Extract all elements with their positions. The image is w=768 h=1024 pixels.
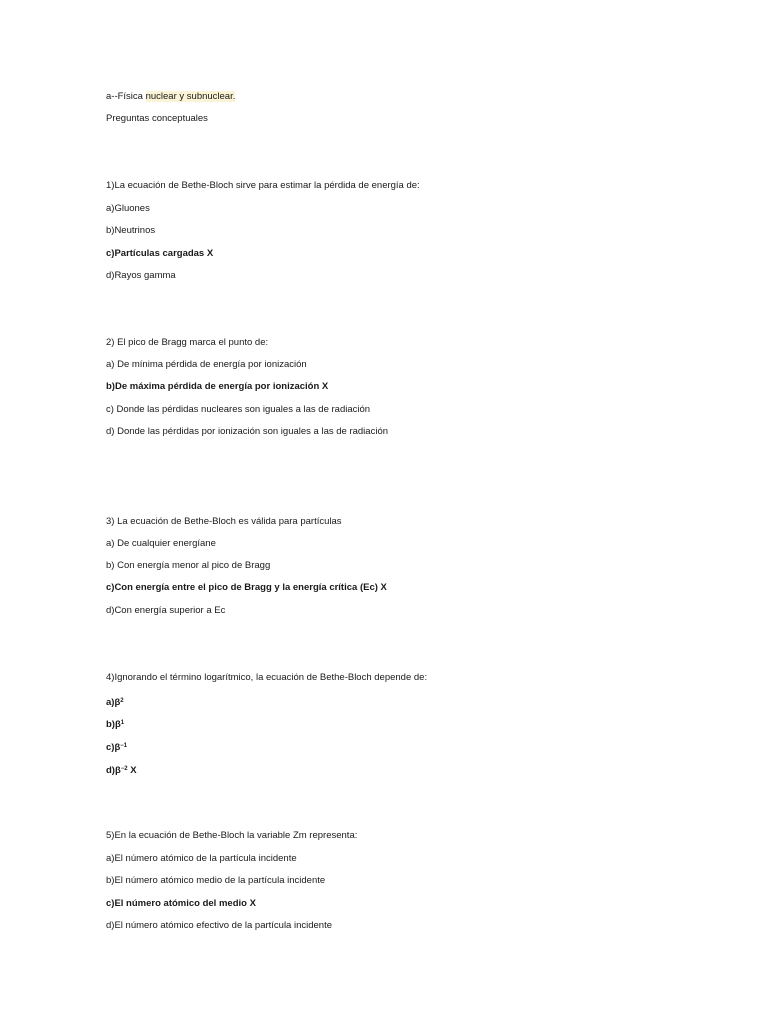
title-highlight: nuclear y subnuclear. [145,91,236,102]
question-2-prompt: 2) El pico de Bragg marca el punto de: [106,337,269,348]
option-exponent: 1 [120,720,125,726]
question-1-option-c: c)Partículas cargadas X [106,248,214,259]
question-2-option-c: c) Donde las pérdidas nucleares son iguales a las de radiación [106,404,371,415]
question-3-option-d: d)Con energía superior a Ec [106,605,226,616]
option-exponent: −2 [120,766,128,772]
question-4-prompt: 4)Ignorando el término logarítmico, la ecuación de Bethe-Bloch depende de: [106,672,428,683]
question-1-option-a: a)Gluones [106,203,150,214]
question-5-option-a: a)El número atómico de la partícula incidente [106,853,297,864]
question-3-option-c: c)Con energía entre el pico de Bragg y la energía crítica (Ec) X [106,582,387,593]
question-4-option-a [106,695,124,709]
question-5-option-b: b)El número atómico medio de la partícula incidente [106,875,326,886]
question-2-option-a: a) De mínima pérdida de energía por ionización [106,359,307,370]
option-exponent: −1 [120,743,128,749]
option-base: d)β [106,765,121,776]
question-4-option-b [106,717,124,731]
option-exponent: 2 [120,698,124,704]
question-4-option-c [106,740,127,754]
document-title [106,91,235,103]
question-2-option-d: d) Donde las pérdidas por ionización son iguales a las de radiación [106,426,389,437]
question-1-option-d: d)Rayos gamma [106,270,176,281]
question-5-option-d: d)El número atómico efectivo de la partícula incidente [106,920,333,931]
title-prefix: a--Física [106,91,146,102]
option-tail: X [127,765,137,776]
question-1-prompt: 1)La ecuación de Bethe-Bloch sirve para estimar la pérdida de energía de: [106,180,420,191]
question-1-option-b: b)Neutrinos [106,225,156,236]
question-3-option-b: b) Con energía menor al pico de Bragg [106,560,271,571]
question-4-option-d [106,763,137,777]
question-5-option-c: c)El número atómico del medio X [106,898,256,909]
option-base: a)β [106,697,121,708]
option-base: c)β [106,742,121,753]
question-5-prompt: 5)En la ecuación de Bethe-Bloch la variable Zm representa: [106,830,358,841]
option-base: b)β [106,719,121,730]
document-subtitle: Preguntas conceptuales [106,113,208,124]
question-2-option-b: b)De máxima pérdida de energía por ionización X [106,381,329,392]
question-3-option-a: a) De cualquier energíane [106,538,216,549]
question-3-prompt: 3) La ecuación de Bethe-Bloch es válida para partículas [106,516,342,527]
